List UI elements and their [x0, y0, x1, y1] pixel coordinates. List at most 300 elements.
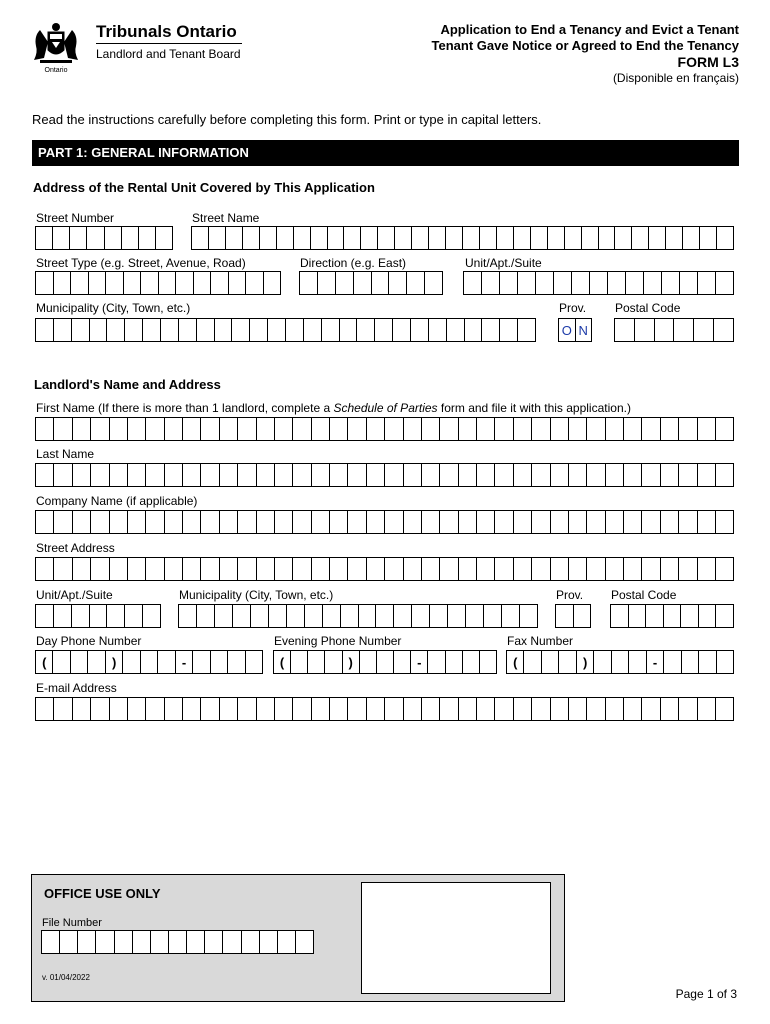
- char-box[interactable]: [551, 464, 569, 486]
- char-box[interactable]: [717, 227, 733, 249]
- street-number-field[interactable]: [35, 226, 173, 250]
- char-box[interactable]: [367, 698, 385, 720]
- char-box[interactable]: [582, 227, 599, 249]
- char-box[interactable]: [264, 272, 281, 294]
- char-box[interactable]: [642, 698, 660, 720]
- char-box[interactable]: [698, 511, 716, 533]
- char-box[interactable]: [477, 698, 495, 720]
- char-box[interactable]: [96, 931, 114, 953]
- char-box[interactable]: [661, 464, 679, 486]
- char-box[interactable]: [606, 511, 624, 533]
- char-box[interactable]: [587, 698, 605, 720]
- char-box[interactable]: [532, 418, 550, 440]
- char-box[interactable]: [699, 605, 717, 627]
- char-box[interactable]: [54, 464, 72, 486]
- char-box[interactable]: [232, 319, 250, 341]
- char-box[interactable]: [183, 418, 201, 440]
- char-box[interactable]: [655, 319, 675, 341]
- char-box[interactable]: [287, 605, 305, 627]
- char-box[interactable]: [91, 464, 109, 486]
- char-box[interactable]: [257, 698, 275, 720]
- char-box[interactable]: [220, 418, 238, 440]
- char-box[interactable]: [146, 464, 164, 486]
- char-box[interactable]: [354, 272, 372, 294]
- char-box[interactable]: [341, 605, 359, 627]
- char-box[interactable]: [551, 698, 569, 720]
- street-address-field[interactable]: [35, 557, 734, 581]
- char-box[interactable]: [514, 227, 531, 249]
- char-box[interactable]: [90, 319, 108, 341]
- char-box[interactable]: [220, 511, 238, 533]
- char-box[interactable]: [611, 605, 629, 627]
- char-box[interactable]: [716, 418, 733, 440]
- char-box[interactable]: [448, 605, 466, 627]
- char-box[interactable]: [197, 319, 215, 341]
- char-box[interactable]: [330, 464, 348, 486]
- char-box[interactable]: [275, 511, 293, 533]
- char-box[interactable]: [54, 511, 72, 533]
- char-box[interactable]: [122, 227, 139, 249]
- char-box[interactable]: [304, 319, 322, 341]
- char-box[interactable]: [91, 511, 109, 533]
- char-box[interactable]: [146, 418, 164, 440]
- char-box[interactable]: [385, 558, 403, 580]
- char-box[interactable]: [661, 511, 679, 533]
- char-box[interactable]: [330, 511, 348, 533]
- char-box[interactable]: [215, 319, 233, 341]
- street-name-field[interactable]: [191, 226, 734, 250]
- char-box[interactable]: [440, 464, 458, 486]
- char-box[interactable]: [72, 319, 90, 341]
- char-box[interactable]: [107, 319, 125, 341]
- char-box[interactable]: [716, 558, 733, 580]
- char-box[interactable]: [698, 698, 716, 720]
- char-box[interactable]: [608, 272, 626, 294]
- char-box[interactable]: [497, 227, 514, 249]
- char-box[interactable]: [293, 464, 311, 486]
- char-box[interactable]: [322, 319, 340, 341]
- char-box[interactable]: [642, 511, 660, 533]
- char-box[interactable]: [359, 605, 377, 627]
- char-box[interactable]: [376, 605, 394, 627]
- char-box[interactable]: [569, 558, 587, 580]
- char-box[interactable]: [293, 558, 311, 580]
- char-box[interactable]: [644, 272, 662, 294]
- char-box[interactable]: [243, 227, 260, 249]
- char-box[interactable]: [139, 227, 156, 249]
- char-box[interactable]: [73, 698, 91, 720]
- char-box[interactable]: [395, 227, 412, 249]
- postal-field[interactable]: [614, 318, 734, 342]
- char-box[interactable]: [229, 272, 247, 294]
- landlord-prov-field[interactable]: [555, 604, 591, 628]
- char-box[interactable]: [165, 464, 183, 486]
- char-box[interactable]: [495, 511, 513, 533]
- char-box[interactable]: [209, 227, 226, 249]
- char-box[interactable]: [440, 511, 458, 533]
- char-box[interactable]: [569, 464, 587, 486]
- char-box[interactable]: [161, 319, 179, 341]
- char-box[interactable]: [348, 418, 366, 440]
- char-box[interactable]: [165, 558, 183, 580]
- direction-field[interactable]: [299, 271, 443, 295]
- char-box[interactable]: [518, 272, 536, 294]
- char-box[interactable]: [238, 464, 256, 486]
- char-box[interactable]: [312, 558, 330, 580]
- char-box[interactable]: [60, 931, 78, 953]
- char-box[interactable]: [165, 698, 183, 720]
- file-number-field[interactable]: [41, 930, 314, 954]
- char-box[interactable]: [110, 511, 128, 533]
- char-box[interactable]: [201, 418, 219, 440]
- prov-field[interactable]: [558, 318, 592, 342]
- char-box[interactable]: [36, 605, 54, 627]
- char-box[interactable]: [348, 698, 366, 720]
- char-box[interactable]: [143, 319, 161, 341]
- char-box[interactable]: [629, 605, 647, 627]
- char-box[interactable]: [133, 931, 151, 953]
- char-box[interactable]: [477, 511, 495, 533]
- char-box[interactable]: [477, 558, 495, 580]
- char-box[interactable]: [201, 698, 219, 720]
- char-box[interactable]: [394, 605, 412, 627]
- char-box[interactable]: [679, 558, 697, 580]
- char-box[interactable]: [574, 605, 591, 627]
- char-box[interactable]: [197, 605, 215, 627]
- char-box[interactable]: [661, 698, 679, 720]
- char-box[interactable]: [220, 698, 238, 720]
- char-box[interactable]: [146, 698, 164, 720]
- char-box[interactable]: [422, 698, 440, 720]
- char-box[interactable]: [179, 319, 197, 341]
- char-box[interactable]: [624, 511, 642, 533]
- char-box[interactable]: [407, 272, 425, 294]
- char-box[interactable]: [312, 464, 330, 486]
- char-box[interactable]: [514, 511, 532, 533]
- char-box[interactable]: [268, 319, 286, 341]
- char-box[interactable]: [90, 605, 108, 627]
- char-box[interactable]: [532, 464, 550, 486]
- char-box[interactable]: [36, 558, 54, 580]
- char-box[interactable]: [680, 272, 698, 294]
- char-box[interactable]: [679, 464, 697, 486]
- char-box[interactable]: [484, 605, 502, 627]
- char-box[interactable]: [587, 418, 605, 440]
- char-box[interactable]: [205, 931, 223, 953]
- char-box[interactable]: [312, 418, 330, 440]
- char-box[interactable]: [626, 272, 644, 294]
- char-box[interactable]: [674, 319, 694, 341]
- char-box[interactable]: [465, 319, 483, 341]
- char-box[interactable]: [520, 605, 537, 627]
- char-box[interactable]: [54, 698, 72, 720]
- char-box[interactable]: [183, 558, 201, 580]
- char-box[interactable]: [642, 418, 660, 440]
- char-box[interactable]: [87, 227, 104, 249]
- char-box[interactable]: [480, 227, 497, 249]
- landlord-postal-field[interactable]: [610, 604, 734, 628]
- char-box[interactable]: [477, 418, 495, 440]
- char-box[interactable]: [694, 319, 714, 341]
- char-box[interactable]: [215, 605, 233, 627]
- char-box[interactable]: [664, 605, 682, 627]
- char-box[interactable]: [260, 227, 277, 249]
- char-box[interactable]: [78, 931, 96, 953]
- char-box[interactable]: [183, 511, 201, 533]
- char-box[interactable]: [624, 418, 642, 440]
- char-box[interactable]: [156, 227, 172, 249]
- char-box[interactable]: [624, 464, 642, 486]
- char-box[interactable]: [385, 418, 403, 440]
- char-box[interactable]: [169, 931, 187, 953]
- char-box[interactable]: [128, 511, 146, 533]
- char-box[interactable]: [54, 272, 72, 294]
- char-box[interactable]: [277, 227, 294, 249]
- char-box[interactable]: [220, 464, 238, 486]
- char-box[interactable]: [698, 464, 716, 486]
- char-box[interactable]: [323, 605, 341, 627]
- email-field[interactable]: [35, 697, 734, 721]
- char-box[interactable]: [54, 418, 72, 440]
- char-box[interactable]: [429, 319, 447, 341]
- char-box[interactable]: [73, 558, 91, 580]
- char-box[interactable]: [389, 272, 407, 294]
- char-box[interactable]: [110, 464, 128, 486]
- char-box[interactable]: [257, 558, 275, 580]
- char-box[interactable]: [464, 272, 482, 294]
- char-box[interactable]: [642, 558, 660, 580]
- fax-field[interactable]: [506, 650, 734, 674]
- char-box[interactable]: [482, 319, 500, 341]
- char-box[interactable]: [110, 698, 128, 720]
- char-box[interactable]: [412, 227, 429, 249]
- char-box[interactable]: [393, 319, 411, 341]
- char-box[interactable]: [495, 464, 513, 486]
- char-box[interactable]: [110, 418, 128, 440]
- char-box[interactable]: [367, 464, 385, 486]
- char-box[interactable]: [36, 698, 54, 720]
- char-box[interactable]: [257, 464, 275, 486]
- char-box[interactable]: [128, 558, 146, 580]
- char-box[interactable]: [340, 319, 358, 341]
- char-box[interactable]: [683, 227, 700, 249]
- char-box[interactable]: [679, 698, 697, 720]
- char-box[interactable]: [698, 272, 716, 294]
- char-box[interactable]: [36, 227, 53, 249]
- char-box[interactable]: [716, 272, 733, 294]
- char-box[interactable]: [661, 558, 679, 580]
- char-box[interactable]: [330, 558, 348, 580]
- char-box[interactable]: [251, 605, 269, 627]
- char-box[interactable]: [91, 698, 109, 720]
- char-box[interactable]: [716, 698, 733, 720]
- char-box[interactable]: [624, 698, 642, 720]
- char-box[interactable]: [91, 558, 109, 580]
- last-name-field[interactable]: [35, 463, 734, 487]
- char-box[interactable]: [385, 511, 403, 533]
- char-box[interactable]: [495, 418, 513, 440]
- char-box[interactable]: [367, 418, 385, 440]
- char-box[interactable]: [128, 464, 146, 486]
- first-name-field[interactable]: [35, 417, 734, 441]
- char-box[interactable]: [300, 272, 318, 294]
- char-box[interactable]: [36, 418, 54, 440]
- char-box[interactable]: [72, 605, 90, 627]
- char-box[interactable]: [146, 558, 164, 580]
- char-box[interactable]: [606, 558, 624, 580]
- char-box[interactable]: [495, 558, 513, 580]
- char-box[interactable]: [115, 931, 133, 953]
- char-box[interactable]: [661, 418, 679, 440]
- char-box[interactable]: [330, 418, 348, 440]
- char-box[interactable]: [70, 227, 87, 249]
- char-box[interactable]: [344, 227, 361, 249]
- char-box[interactable]: [89, 272, 107, 294]
- char-box[interactable]: [367, 558, 385, 580]
- char-box[interactable]: [201, 464, 219, 486]
- char-box[interactable]: [257, 511, 275, 533]
- char-box[interactable]: [151, 931, 169, 953]
- char-box[interactable]: [385, 464, 403, 486]
- char-box[interactable]: [500, 319, 518, 341]
- char-box[interactable]: [422, 464, 440, 486]
- char-box[interactable]: [311, 227, 328, 249]
- char-box[interactable]: [514, 464, 532, 486]
- char-box[interactable]: [238, 558, 256, 580]
- char-box[interactable]: [385, 698, 403, 720]
- char-box[interactable]: [569, 418, 587, 440]
- char-box[interactable]: [477, 464, 495, 486]
- char-box[interactable]: [211, 272, 229, 294]
- char-box[interactable]: [404, 418, 422, 440]
- char-box[interactable]: [666, 227, 683, 249]
- char-box[interactable]: [361, 227, 378, 249]
- char-box[interactable]: [551, 558, 569, 580]
- char-box[interactable]: [238, 698, 256, 720]
- char-box[interactable]: [275, 698, 293, 720]
- char-box[interactable]: [615, 227, 632, 249]
- char-box[interactable]: [548, 227, 565, 249]
- char-box[interactable]: [73, 418, 91, 440]
- char-box[interactable]: [36, 272, 54, 294]
- char-box[interactable]: [107, 605, 125, 627]
- char-box[interactable]: [275, 464, 293, 486]
- char-box[interactable]: [606, 418, 624, 440]
- char-box[interactable]: [679, 418, 697, 440]
- char-box[interactable]: [250, 319, 268, 341]
- char-box[interactable]: [357, 319, 375, 341]
- char-box[interactable]: [430, 605, 448, 627]
- char-box[interactable]: [194, 272, 212, 294]
- char-box[interactable]: [105, 227, 122, 249]
- char-box[interactable]: [293, 698, 311, 720]
- street-type-field[interactable]: [35, 271, 281, 295]
- char-box[interactable]: [532, 511, 550, 533]
- municipality-field[interactable]: [35, 318, 536, 342]
- char-box[interactable]: [294, 227, 311, 249]
- char-box[interactable]: [404, 558, 422, 580]
- char-box[interactable]: [53, 227, 70, 249]
- char-box[interactable]: [246, 272, 264, 294]
- char-box[interactable]: [447, 319, 465, 341]
- char-box[interactable]: [36, 464, 54, 486]
- char-box[interactable]: [73, 511, 91, 533]
- char-box[interactable]: [110, 558, 128, 580]
- char-box[interactable]: [698, 418, 716, 440]
- char-box[interactable]: [624, 558, 642, 580]
- char-box[interactable]: [179, 605, 197, 627]
- char-box[interactable]: [716, 511, 733, 533]
- char-box[interactable]: [296, 931, 313, 953]
- evening-phone-field[interactable]: [273, 650, 497, 674]
- char-box[interactable]: [176, 272, 194, 294]
- char-box[interactable]: [662, 272, 680, 294]
- char-box[interactable]: [716, 605, 733, 627]
- char-box[interactable]: [532, 558, 550, 580]
- landlord-municipality-field[interactable]: [178, 604, 538, 628]
- char-box[interactable]: [141, 272, 159, 294]
- char-box[interactable]: [425, 272, 442, 294]
- char-box[interactable]: [269, 605, 287, 627]
- unit-apt-field[interactable]: [463, 271, 734, 295]
- char-box[interactable]: [463, 227, 480, 249]
- char-box[interactable]: [242, 931, 260, 953]
- char-box[interactable]: [146, 511, 164, 533]
- char-box[interactable]: [569, 698, 587, 720]
- char-box[interactable]: [165, 418, 183, 440]
- char-box[interactable]: [646, 605, 664, 627]
- char-box[interactable]: [587, 464, 605, 486]
- char-box[interactable]: [606, 464, 624, 486]
- char-box[interactable]: [556, 605, 574, 627]
- char-box[interactable]: [54, 319, 72, 341]
- char-box[interactable]: [223, 931, 241, 953]
- char-box[interactable]: [500, 272, 518, 294]
- char-box[interactable]: [128, 418, 146, 440]
- char-box[interactable]: [318, 272, 336, 294]
- day-phone-field[interactable]: [35, 650, 263, 674]
- char-box[interactable]: [305, 605, 323, 627]
- char-box[interactable]: [440, 418, 458, 440]
- char-box[interactable]: [330, 698, 348, 720]
- char-box[interactable]: [679, 511, 697, 533]
- char-box[interactable]: [348, 464, 366, 486]
- char-box[interactable]: [260, 931, 278, 953]
- char-box[interactable]: [54, 558, 72, 580]
- char-box[interactable]: [91, 418, 109, 440]
- char-box[interactable]: [606, 698, 624, 720]
- char-box[interactable]: [440, 558, 458, 580]
- char-box[interactable]: [587, 511, 605, 533]
- char-box[interactable]: [54, 605, 72, 627]
- char-box[interactable]: [36, 511, 54, 533]
- char-box[interactable]: [482, 272, 500, 294]
- char-box[interactable]: [293, 511, 311, 533]
- char-box[interactable]: [372, 272, 390, 294]
- char-box[interactable]: [565, 227, 582, 249]
- char-box[interactable]: [495, 698, 513, 720]
- char-box[interactable]: [312, 511, 330, 533]
- char-box[interactable]: [293, 418, 311, 440]
- char-box[interactable]: [700, 227, 717, 249]
- char-box[interactable]: [649, 227, 666, 249]
- char-box[interactable]: [459, 464, 477, 486]
- char-box[interactable]: [375, 319, 393, 341]
- char-box[interactable]: [714, 319, 733, 341]
- char-box[interactable]: [183, 698, 201, 720]
- company-field[interactable]: [35, 510, 734, 534]
- char-box[interactable]: [226, 227, 243, 249]
